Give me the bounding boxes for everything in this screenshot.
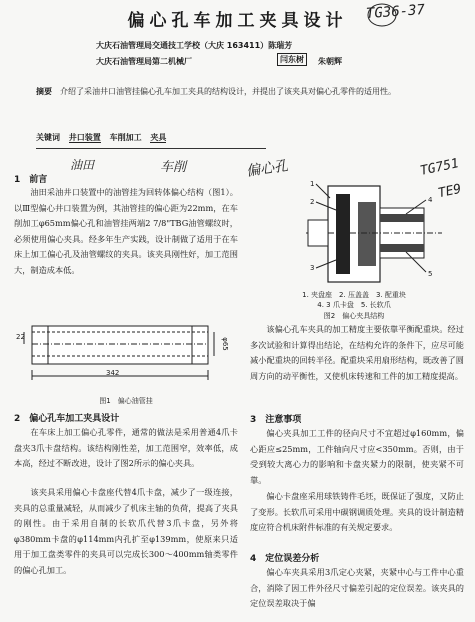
keyword-3: 夹具 xyxy=(150,133,167,142)
section-3-title: 3 注意事项 xyxy=(250,415,302,425)
figure-1-caption: 图1 偏心油管挂 xyxy=(99,397,153,405)
abstract-label: 摘要 xyxy=(36,87,52,96)
article-title: 偏心孔车加工夹具设计 xyxy=(127,11,348,31)
handwritten-note-tg751: TG751 xyxy=(418,156,461,179)
section-3-paragraph-1: 偏心夹具加工工件的径向尺寸不宜超过φ160mm，偏心距应≤25mm，工件轴向尺寸应<350mm。否则，由于受到较大离心力的影响和卡盘夹紧力的限制，使夹紧不可靠。 xyxy=(250,428,464,485)
figure-2-label-2: 2 xyxy=(310,198,315,206)
keyword-1: 井口装置 xyxy=(68,133,101,142)
figure-1-dim-length: 342 xyxy=(106,369,120,377)
section-1-paragraph: 油田采油井口装置中的油管挂为回转体偏心结构（图1）。以Ⅲ型偏心井口装置为例，其油管挂的偏心距为22mm，在车削加工φ65mm偏心孔和油管挂两端2 7/8"TBG油管螺纹时，必须使用偏心夹具。经多年生产实践，设计制做了适用于在车床上加工偏心孔及油管螺纹的夹具。该夹具刚性好，加工范围大，制造成本低。 xyxy=(14,187,238,275)
figure-1-dim-eccentricity: 22 xyxy=(16,333,25,341)
figure-2-legend-line-2: 4. 3 爪卡盘 5. 长软爪 xyxy=(317,301,391,309)
affiliation-line-1: 大庆石油管理局交通技工学校（大庆 163411）陈瑞芳 xyxy=(96,41,293,50)
author-name: 朱朝辉 xyxy=(318,57,342,66)
abstract xyxy=(36,85,454,99)
keywords-label: 关键词 xyxy=(36,133,60,142)
handwritten-note-turning: 车削 xyxy=(160,160,187,175)
figure-2-label-3: 3 xyxy=(310,264,315,272)
abstract-text: 介绍了采油井口油管挂偏心孔车加工夹具的结构设计，并提出了该夹具对偏心孔零件的适用性。 xyxy=(60,87,396,96)
section-4-paragraph: 偏心车夹具采用3爪定心夹紧，夹紧中心与工件中心重合，消除了因工件外径尺寸偏差引起的定位误差。该夹具的定位误差取决于偏 xyxy=(250,567,464,609)
handwritten-note-eccentric: 偏心孔 xyxy=(245,158,290,180)
handwritten-classification-code: TG36-37 xyxy=(365,1,426,23)
handwritten-note-te9: TE9 xyxy=(436,181,463,202)
figure-2-label-4: 4 xyxy=(428,196,433,204)
section-2-title: 2 偏心孔车加工夹具设计 xyxy=(14,414,120,424)
figure-2-label-1: 1 xyxy=(310,180,315,188)
section-1-title: 1 前言 xyxy=(14,175,48,185)
figure-2-legend-line-1: 1. 夹盘座 2. 压盖盖 3. 配重块 xyxy=(302,291,406,299)
keyword-2: 车削加工 xyxy=(109,133,142,142)
figure-1-drawing xyxy=(16,318,238,386)
section-2-paragraph-1: 在车床上加工偏心孔零件，通常的做法是采用普通4爪卡盘夹3爪卡盘结构。该结构刚性差，加工范围窄，效率低，成本高，经过不断改进，设计了图2所示的偏心夹具。 xyxy=(14,427,238,469)
section-3-paragraph-2: 偏心卡盘座采用球铁铸件毛坯，既保证了强度，又防止了变形。长软爪可采用中碳钢调质处理。夹具的设计制造精度应符合机床附件标准的有关规定要求。 xyxy=(250,491,464,533)
affiliation-line-2: 大庆石油管理局第二机械厂 xyxy=(96,57,192,66)
circled-mark-icon xyxy=(364,2,404,28)
author-name-boxed: 闫东树 xyxy=(277,53,307,66)
section-4-title: 4 定位误差分析 xyxy=(250,554,320,564)
figure-1-dim-diameter: φ65 xyxy=(220,337,229,351)
section-2-paragraph-2: 该夹具采用偏心卡盘座代替4爪卡盘，减少了一级连接，夹具的总重量减轻，从而减少了机床主轴的负荷，提高了夹具的刚性。由于采用自制的长软爪代替3爪卡盘，另外将φ380mm卡盘的φ114mm内孔扩至φ139mm，使原来只适用于加工盘类零件的夹具可以完成长300～400mm轴类零件的偏心孔加工。 xyxy=(14,487,238,575)
header-divider xyxy=(36,148,266,149)
figure-2-caption: 图2 偏心夹具结构 xyxy=(323,312,385,320)
keywords xyxy=(36,132,166,143)
handwritten-note-oilfield: 油田 xyxy=(70,158,95,172)
right-paragraph-1: 该偏心孔车夹具的加工精度主要依靠平衡配重块。经过多次试验和计算得出结论，在结构允许的条件下，应尽可能减小配重块的回转半径。配重块采用扇形结构，既改善了圆周方向的动平衡性，又使机床转速和工件的加工精度提高。 xyxy=(250,324,464,381)
figure-2-label-5: 5 xyxy=(428,270,433,278)
